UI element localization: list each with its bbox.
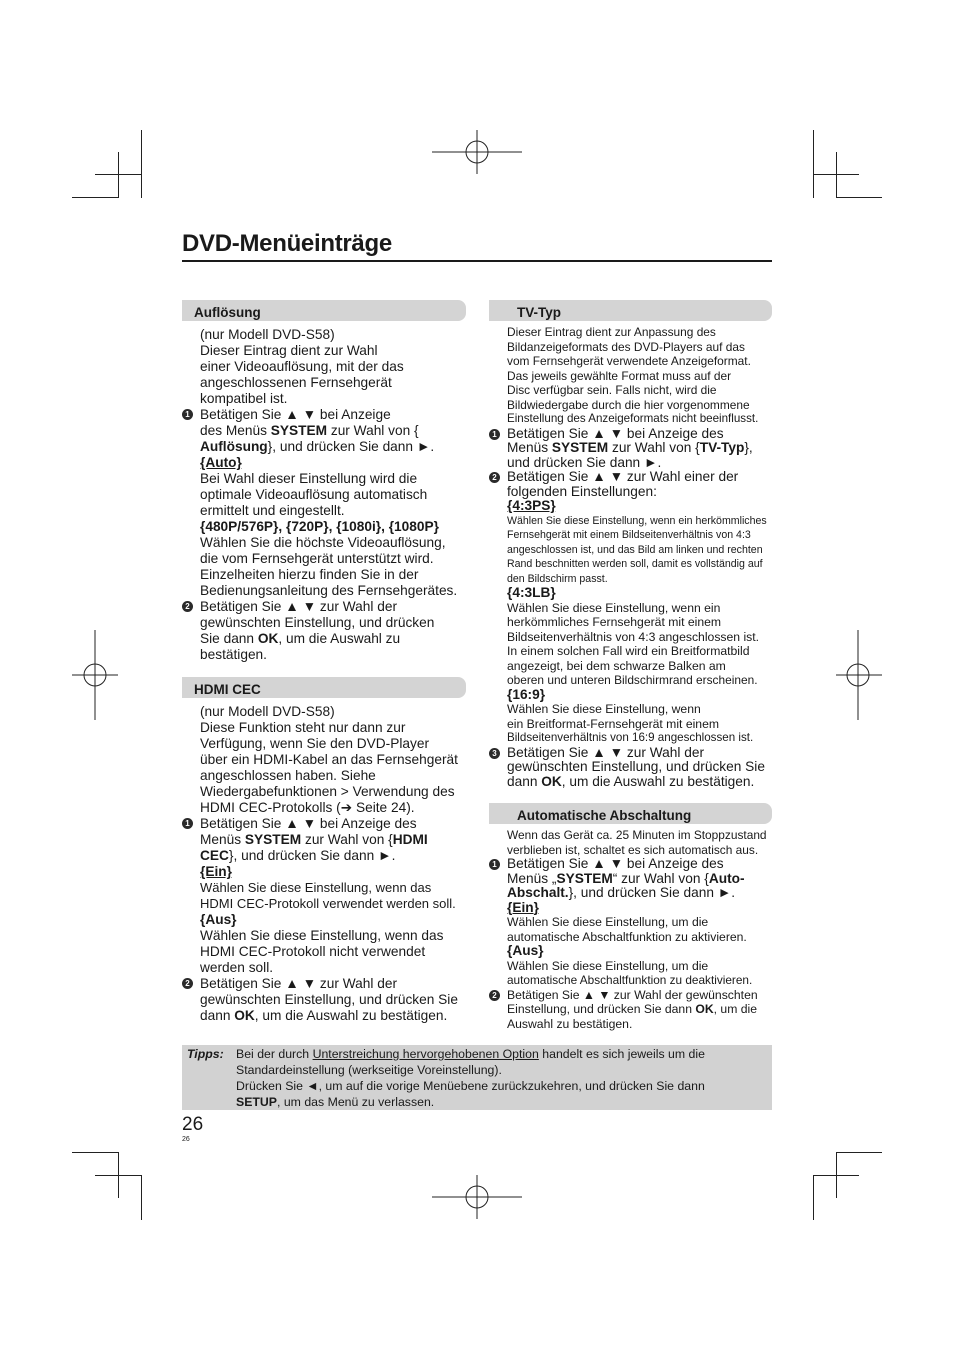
text-line: Menüs SYSTEM zur Wahl von {TV-Typ}, bbox=[507, 440, 753, 455]
text-line: Einzelheiten hierzu finden Sie in der bbox=[200, 567, 419, 582]
step-1 bbox=[489, 427, 772, 471]
text-line: Betätigen Sie ▲ ▼ bei Anzeige des bbox=[507, 856, 724, 871]
text-line: automatische Abschaltfunktion zu deaktivieren. bbox=[507, 973, 753, 987]
step-2 bbox=[182, 976, 466, 1024]
text-line: Wählen Sie diese Einstellung, wenn ein bbox=[507, 600, 721, 615]
step-number-icon: 1 bbox=[489, 859, 500, 870]
text-line: SETUP, um das Menü zu verlassen. bbox=[236, 1095, 435, 1109]
step-2 bbox=[489, 470, 772, 746]
step-number-icon: 2 bbox=[489, 472, 500, 483]
right-column bbox=[489, 300, 772, 1031]
step-3 bbox=[489, 746, 772, 790]
title-rule bbox=[182, 260, 772, 262]
tips-text bbox=[236, 1046, 764, 1110]
left-column bbox=[182, 300, 466, 1024]
text-line: gewünschten Einstellung, und drücken bbox=[200, 615, 435, 630]
text-line: Verfügung, wenn Sie den DVD-Player bbox=[200, 736, 430, 751]
text-line: Betätigen Sie ▲ ▼ zur Wahl der bbox=[507, 744, 705, 760]
text-line: angeschlossen ist, und das Bild am linken und rechten bbox=[507, 543, 763, 556]
text-line: kompatibel ist. bbox=[200, 391, 288, 406]
step-1 bbox=[182, 407, 466, 599]
text-line: Abschalt.}, und drücken Sie dann ►. bbox=[507, 885, 736, 900]
text-line: (nur Modell DVD-S58) bbox=[200, 327, 335, 342]
text-line: gewünschten Einstellung, und drücken Sie bbox=[200, 992, 458, 1007]
text-line: CEC}, und drücken Sie dann ►. bbox=[200, 848, 396, 863]
section-header-aufloesung: Auflösung bbox=[182, 300, 466, 321]
text-line: angeschlossenen Fernsehgerät bbox=[200, 375, 392, 390]
section-header-tvtyp: TV-Typ bbox=[489, 300, 772, 321]
text-line: optimale Videoauflösung automatisch bbox=[200, 487, 428, 502]
text-line: Wenn das Gerät ca. 25 Minuten im Stoppzustand bbox=[507, 828, 767, 842]
page-title: DVD-Menüeinträge bbox=[182, 230, 392, 257]
page-number: 26 bbox=[182, 1114, 204, 1135]
arrow-right-icon: ➔ bbox=[340, 800, 353, 815]
text-line: gewünschten Einstellung, und drücken Sie bbox=[507, 759, 765, 774]
text-line: Wählen Sie diese Einstellung, wenn bbox=[507, 702, 701, 716]
text-line: Bei der durch Unterstreichung hervorgehobenen Option handelt es sich jeweils um die bbox=[236, 1047, 705, 1061]
text-line: einer Videoauflösung, mit der das bbox=[200, 359, 404, 374]
text-line: Bildwiedergabe durch die hier vorgenommene bbox=[507, 397, 750, 412]
option-auto: {Auto} bbox=[200, 455, 242, 470]
text-line: bestätigen. bbox=[200, 647, 267, 662]
text-line: des Menüs SYSTEM zur Wahl von { bbox=[200, 423, 419, 438]
page-number-small: 26 bbox=[182, 1136, 190, 1143]
text-line: Wählen Sie diese Einstellung, wenn ein herkömmliches bbox=[507, 514, 767, 527]
text-line: Sie dann OK, um die Auswahl zu bbox=[200, 631, 401, 646]
text-line: Menüs „SYSTEM“ zur Wahl von {Auto- bbox=[507, 870, 745, 886]
text-line: Wählen Sie die höchste Videoauflösung, bbox=[200, 535, 446, 550]
option-aus: {Aus} bbox=[507, 943, 544, 958]
section-header-auto-off: Automatische Abschaltung bbox=[489, 803, 772, 824]
text-line: Einstellung, und drücken Sie dann OK, um die bbox=[507, 1002, 757, 1016]
text-line: Bildseitenverhältnis von 16:9 angeschlossen ist. bbox=[507, 731, 754, 744]
step-2 bbox=[489, 988, 772, 1032]
text-line: Drücken Sie ◄, um auf die vorige Menüebene zurückzukehren, und drücken Sie dann bbox=[236, 1079, 705, 1093]
text-line: ermittelt und eingestellt. bbox=[200, 503, 345, 518]
step-1 bbox=[489, 857, 772, 988]
text-line: die vom Fernsehgerät unterstützt wird. bbox=[200, 551, 434, 566]
step-2 bbox=[182, 599, 466, 663]
text-line: den Bildschirm passt. bbox=[507, 572, 608, 585]
step-number-icon: 2 bbox=[489, 990, 500, 1001]
text-line: Betätigen Sie ▲ ▼ zur Wahl der gewünschten bbox=[507, 987, 758, 1002]
step-number-icon: 2 bbox=[182, 601, 193, 612]
option-43lb: {4:3LB} bbox=[507, 585, 556, 600]
text-line: Einstellung des Anzeigeformats nicht beeinflusst. bbox=[507, 412, 759, 425]
text-line: HDMI CEC-Protokoll verwendet werden soll. bbox=[200, 896, 456, 911]
section-header-hdmi: HDMI CEC bbox=[182, 677, 466, 698]
text-line: verblieben ist, schaltet es sich automatisch aus. bbox=[507, 842, 759, 857]
text-line: Wählen Sie diese Einstellung, wenn das bbox=[200, 928, 444, 943]
text-line: Wählen Sie diese Einstellung, um die bbox=[507, 915, 709, 929]
text-line: werden soll. bbox=[200, 960, 274, 975]
step-number-icon: 1 bbox=[182, 409, 193, 420]
step-number-icon: 2 bbox=[182, 978, 193, 989]
text-line: Betätigen Sie ▲ ▼ bei Anzeige des bbox=[200, 816, 417, 831]
text-line: Betätigen Sie ▲ ▼ bei Anzeige des bbox=[507, 425, 724, 441]
text-line: Menüs SYSTEM zur Wahl von {HDMI bbox=[200, 832, 428, 847]
text-line: Betätigen Sie ▲ ▼ zur Wahl der bbox=[200, 599, 398, 614]
text-line: Wählen Sie diese Einstellung, um die bbox=[507, 958, 709, 973]
step-1 bbox=[182, 816, 466, 976]
text-line: HDMI CEC-Protokoll nicht verwendet bbox=[200, 944, 426, 959]
text-line: Wählen Sie diese Einstellung, wenn das bbox=[200, 880, 432, 895]
text-line: oberen und unteren Bildschirmrand erscheinen. bbox=[507, 673, 758, 687]
text-line: Betätigen Sie ▲ ▼ bei Anzeige bbox=[200, 407, 391, 422]
option-43ps: {4:3PS} bbox=[507, 498, 556, 513]
text-line: (nur Modell DVD-S58) bbox=[200, 704, 335, 719]
text-line: Auflösung}, und drücken Sie dann ►. bbox=[200, 439, 435, 454]
tips-box bbox=[182, 1045, 772, 1110]
text-line: Bedienungsanleitung des Fernsehgerätes. bbox=[200, 583, 458, 598]
option-aus: {Aus} bbox=[200, 912, 237, 927]
text-line: Das jeweils gewählte Format muss auf der bbox=[507, 368, 732, 383]
option-ein: {Ein} bbox=[507, 899, 539, 915]
text-line: Standardeinstellung (werkseitige Voreinstellung). bbox=[236, 1063, 502, 1077]
text-line: Wiedergabefunktionen > Verwendung des bbox=[200, 784, 455, 799]
text-line: Bildseitenverhältnis von 4:3 angeschlossen ist. bbox=[507, 629, 760, 644]
text-line: angezeigt, bei dem schwarze Balken am bbox=[507, 658, 726, 673]
tips-label: Tipps: bbox=[187, 1047, 224, 1061]
option-resolutions: {480P/576P}, {720P}, {1080i}, {1080P} bbox=[200, 519, 439, 534]
text-line: folgenden Einstellungen: bbox=[507, 483, 657, 499]
text-line: dann OK, um die Auswahl zu bestätigen. bbox=[200, 1008, 448, 1023]
text-line: und drücken Sie dann ►. bbox=[507, 454, 662, 470]
text-line: vom Fernsehgerät verwendete Anzeigeformat. bbox=[507, 354, 751, 368]
text-line: Rand beschnitten werden soll, damit es vollständig auf bbox=[507, 558, 763, 570]
text-line: Disc verfügbar sein. Falls nicht, wird die bbox=[507, 383, 717, 397]
text-line: Fernsehgerät mit einem Bildseitenverhältnis von 4:3 bbox=[507, 529, 751, 541]
step-number-icon: 1 bbox=[489, 429, 500, 440]
text-line: HDMI CEC-Protokolls (➔ Seite 24). bbox=[200, 800, 415, 815]
text-line: dann OK, um die Auswahl zu bestätigen. bbox=[507, 773, 755, 789]
text-line: angeschlossen haben. Siehe bbox=[200, 768, 376, 783]
text-line: Bei Wahl dieser Einstellung wird die bbox=[200, 471, 418, 486]
text-line: Diese Funktion steht nur dann zur bbox=[200, 720, 406, 735]
text-line: über ein HDMI-Kabel an das Fernsehgerät bbox=[200, 752, 458, 767]
text-line: herkömmliches Fernsehgerät mit einem bbox=[507, 615, 722, 629]
text-line: In einem solchen Fall wird ein Breitformatbild bbox=[507, 644, 750, 658]
text-line: Auswahl zu bestätigen. bbox=[507, 1016, 633, 1031]
step-number-icon: 3 bbox=[489, 748, 500, 759]
text-line: automatische Abschaltfunktion zu aktivieren. bbox=[507, 929, 747, 944]
text-line: Betätigen Sie ▲ ▼ zur Wahl einer der bbox=[507, 469, 739, 484]
text-line: Bildanzeigeformats des DVD-Players auf das bbox=[507, 339, 745, 354]
text-line: Dieser Eintrag dient zur Anpassung des bbox=[507, 325, 716, 339]
text-line: Betätigen Sie ▲ ▼ zur Wahl der bbox=[200, 976, 398, 991]
option-ein: {Ein} bbox=[200, 864, 232, 879]
text-line: Dieser Eintrag dient zur Wahl bbox=[200, 343, 378, 358]
step-number-icon: 1 bbox=[182, 818, 193, 829]
text-line: ein Breitformat-Fernsehgerät mit einem bbox=[507, 716, 720, 731]
option-169: {16:9} bbox=[507, 686, 546, 702]
